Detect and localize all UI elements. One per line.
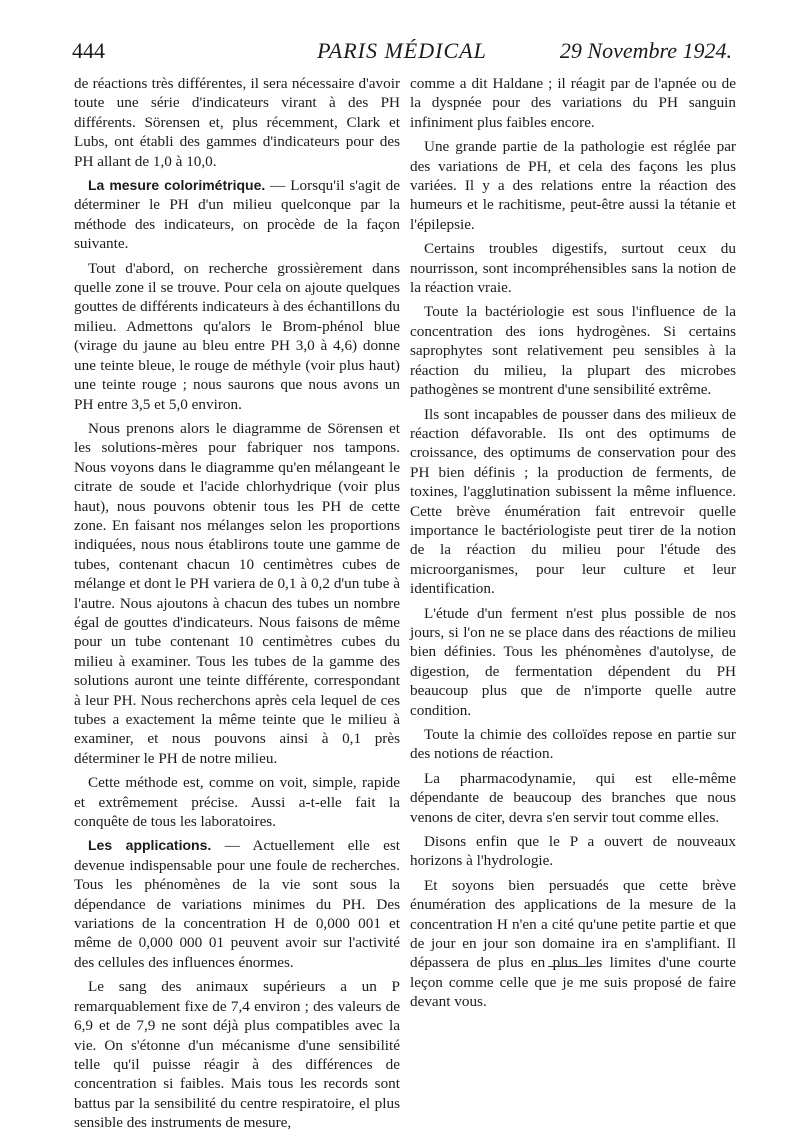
journal-title: PARIS MÉDICAL [317, 38, 487, 63]
paragraph: Et soyons bien persuadés que cette brève énumération des applications de la mesure de la concentration H n'en a cité qu'une petite partie et que de jour en jour son domaine ira en s'amplifiant. Il dépassera de plus en plus les limites d'une courte leçon comme celle que je me suis proposé de faire devant vous. [410, 876, 736, 1011]
left-column [74, 74, 400, 1133]
paragraph: Tout d'abord, on recherche grossièrement dans quelle zone il se trouve. Pour cela on ajoute quelques gouttes de différents indicateurs à des échantillons du milieu. Admettons qu'alors le Brom-phénol blue (virage du jaune au bleu entre PH 3,0 à 4,6) donne une teinte bleue, le rouge de méthyle (voir plus haut) une teinte rouge ; nous saurons que nous avons un PH entre 3,5 et 5,0 environ. [74, 259, 400, 413]
page-header [72, 38, 732, 68]
right-column [410, 74, 736, 1012]
section-heading: La mesure colorimétrique. [88, 177, 266, 194]
issue-date: 29 Novembre 1924. [559, 38, 732, 63]
paragraph [74, 836, 400, 972]
paragraph: Cette méthode est, comme on voit, simple, rapide et extrêmement précise. Aussi a-t-elle fait la conquête de tous les laboratoires. [74, 774, 400, 831]
paragraph [74, 176, 400, 254]
paragraph: Toute la chimie des colloïdes repose en partie sur des notions de réaction. [410, 726, 736, 763]
paragraph: Toute la bactériologie est sous l'influence de la concentration des ions hydrogènes. Si certains saprophytes sont relativement peu sensibles à la réaction du milieu, la plupart des microbes pathogènes se montrent d'une sensibilité extrême. [410, 303, 736, 399]
paragraph: de réactions très différentes, il sera nécessaire d'avoir toute une série d'indicateurs virant à des PH différents. Sörensen et, plus récemment, Clark et Lubs, ont établi des gammes d'indicateurs pour des PH allant de 1,0 à 10,0. [74, 75, 400, 170]
paragraph: Le sang des animaux supérieurs a un P remarquablement fixe de 7,4 environ ; des valeurs de 6,9 et de 7,9 ne sont déjà plus compatibles avec la vie. On s'étonne d'un mécanisme d'une sensibilité telle qu'il puisse réagir à des différences de concentration si faibles. Mais tous les records sont battus par la sensibilité du centre respiratoire, el plus sensible des instruments de mesure, [74, 978, 400, 1132]
paragraph: Disons enfin que le P a ouvert de nouveaux horizons à l'hydrologie. [410, 833, 736, 870]
section-heading: Les applications. [88, 837, 212, 854]
paragraph: La pharmacodynamie, qui est elle-même dépendante de beaucoup des branches que nous venons de citer, devra s'en servir tout comme elles. [410, 769, 736, 826]
paragraph: L'étude d'un ferment n'est plus possible de nos jours, si l'on ne se place dans des réactions de milieu bien définies. Tous les phénomènes d'autolyse, de digestion, de fermentation dépendent du PH beaucoup plus que de n'importe quelle autre condition. [410, 604, 736, 719]
paragraph: Certains troubles digestifs, surtout ceux du nourrisson, sont incompréhensibles sans la notion de la réaction vraie. [410, 240, 736, 297]
paragraph: Nous prenons alors le diagramme de Sörensen et les solutions-mères pour fabriquer nos tampons. Nous voyons dans le diagramme qu'en mélangeant le citrate de soude et l'acide chlorhydrique (voir plus haut), nous pouvons obtenir tous les PH de cette zone. En faisant nos mélanges selon les proportions indiquées, nous nous établirons toute une gamme de tubes, contenant chacun 10 centimètres cubes de mélange et dont le PH variera de 0,1 à 0,2 d'un tube à l'autre. Nous ajoutons à chacun des tubes un nombre égal de gouttes d'indicateurs. Nous faisons de même pour un tube contenant 10 centimètres cubes du milieu à examiner. Tous les tubes de la gamme des solutions auront une teinte différente, correspondant à leur PH. Nous recherchons après cela lequel de ces tubes a exactement la même teinte que le milieu à examiner, et nous pouvons ainsi à 0,1 près déterminer le PH de notre milieu. [74, 419, 400, 767]
paragraph: Ils sont incapables de pousser dans des milieux de réaction défavorable. Ils ont des optimums de croissance, des optimums de conservation pour des PH bien définis ; la production de ferments, de toxines, l'agglutination subissent la même influence. Cette brève énumération fait entrevoir quelle importance le bactériologiste peut tirer de la notion de la réaction du milieu pour l'étude des microorganismes, pour leur culture et leur identification. [410, 405, 736, 598]
paragraph-text: — Lorsqu'il s'agit de déterminer le PH d'un milieu quelconque par la méthode des indicateurs, on procède de la façon suivante. [74, 177, 400, 253]
paragraph: Une grande partie de la pathologie est réglée par des variations de PH, et cela des façons les plus variées. Il y a des relations entre la réaction des humeurs et le rachitisme, peut-être aussi la tétanie et l'épilepsie. [410, 138, 736, 233]
end-rule [548, 966, 592, 967]
paragraph-text: — Actuellement elle est devenue indispensable pour une foule de recherches. Tous les phénomènes de la vie sont sous la dépendance de variations minimes du PH. Des variations de la concentration H de 0,000 001 et même de 0,000 000 01 peuvent avoir sur l'activité des cellules des influences énormes. [74, 837, 401, 971]
page-number: 444 [72, 38, 105, 63]
paragraph: comme a dit Haldane ; il réagit par de l'apnée ou de la dyspnée pour des variations du PH sanguin infiniment plus faibles encore. [410, 75, 736, 131]
